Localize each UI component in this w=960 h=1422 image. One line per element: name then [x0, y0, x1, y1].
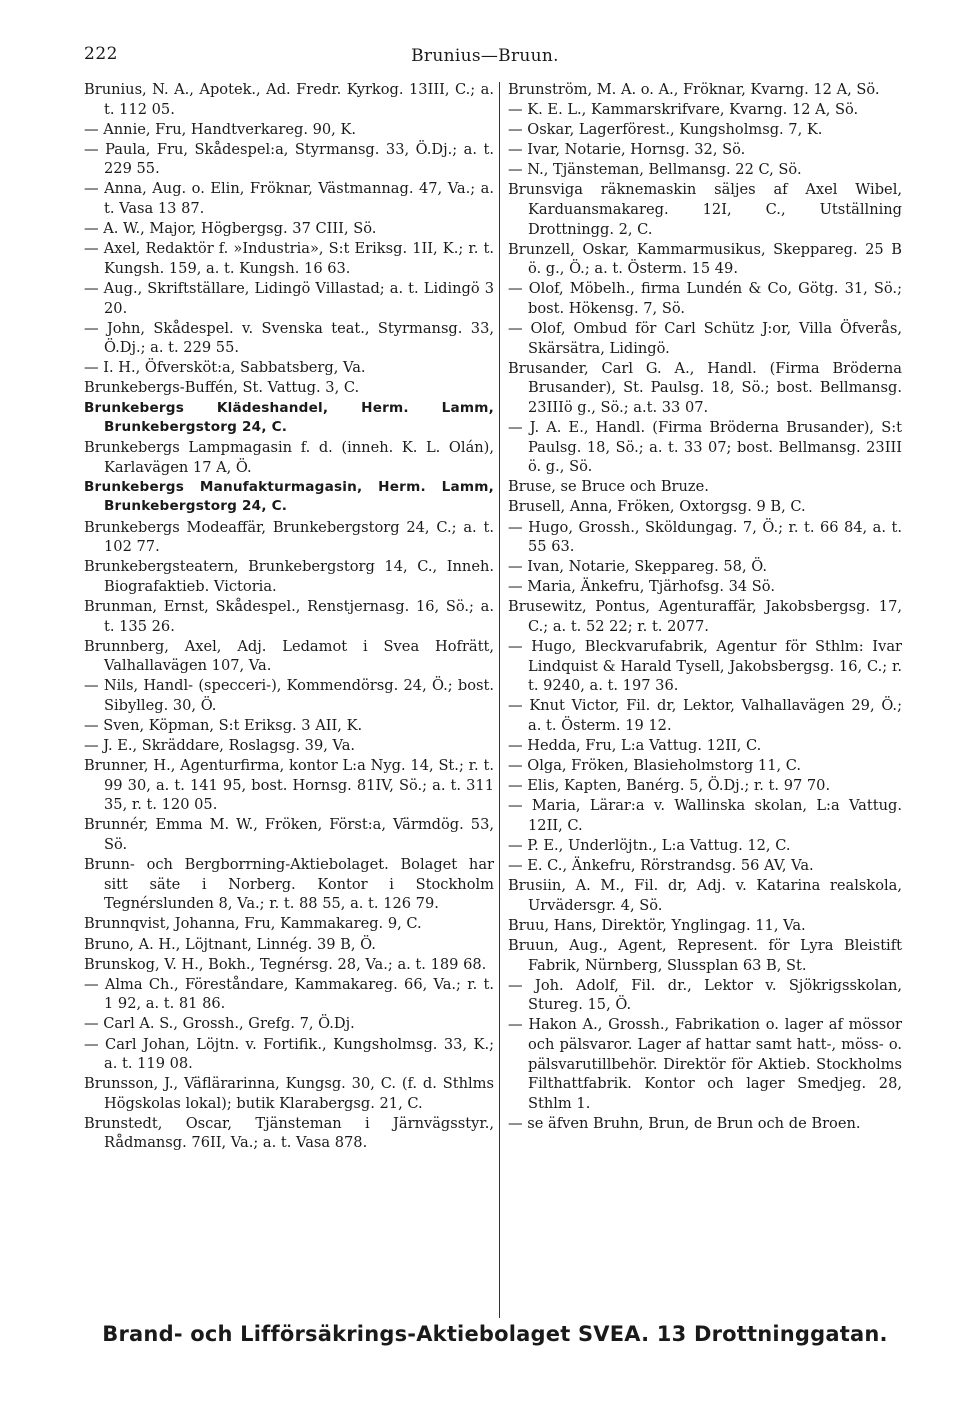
- directory-entry: — Olof, Ombud för Carl Schütz J:or, Villa Öfverås, Skärsätra, Lidingö.: [508, 320, 902, 357]
- directory-entry: Brunnqvist, Johanna, Fru, Kammakareg. 9, C.: [84, 915, 422, 933]
- directory-entry: Brunström, M. A. o. A., Fröknar, Kvarng. 12 A, Sö.: [508, 81, 880, 98]
- directory-entry: — se äfven Bruhn, Brun, de Brun och de Broen.: [508, 1114, 861, 1132]
- directory-entry: — N., Tjänsteman, Bellmansg. 22 C, Sö.: [508, 161, 802, 179]
- directory-entry: Brunsviga räknemaskin säljes af Axel Wibel, Karduansmakareg. 12I, C., Utställning Drottningg. 2, C.: [508, 181, 902, 238]
- directory-entry: — Aug., Skriftställare, Lidingö Villastad; a. t. Lidingö 3 20.: [84, 279, 494, 317]
- directory-entry: — I. H., Öfversköt:a, Sabbatsberg, Va.: [84, 359, 366, 377]
- directory-entry: — Maria, Lärar:a v. Wallinska skolan, L:a Vattug. 12II, C.: [508, 797, 902, 834]
- directory-entry: Brunkebergs Klädeshandel, Herm. Lamm, Brunkebergstorg 24, C.: [84, 399, 494, 436]
- page-number: 222: [84, 44, 118, 64]
- directory-entry: — Knut Victor, Fil. dr, Lektor, Valhallavägen 29, Ö.; a. t. Österm. 19 12.: [508, 697, 902, 734]
- footer-advertisement: Brand- och Lifförsäkrings-Aktiebolaget SVEA. 13 Drottninggatan.: [102, 1322, 888, 1346]
- directory-entry: Brunkebergs Manufakturmagasin, Herm. Lamm, Brunkebergstorg 24, C.: [84, 478, 494, 515]
- directory-entry: — J. A. E., Handl. (Firma Bröderna Brusander), S:t Paulsg. 18, Sö.; a. t. 33 07; bost. Bellmansg. 23III ö. g., Sö.: [508, 419, 902, 476]
- directory-entry: — A. W., Major, Högbergsg. 37 CIII, Sö.: [84, 220, 377, 238]
- directory-entry: — J. E., Skräddare, Roslagsg. 39, Va.: [84, 737, 356, 755]
- directory-entry: Brunzell, Oskar, Kammarmusikus, Skeppareg. 25 B ö. g., Ö.; a. t. Österm. 15 49.: [508, 240, 902, 278]
- directory-entry: Brusewitz, Pontus, Agenturaffär, Jakobsbergsg. 17, C.; a. t. 52 22; r. t. 2077.: [508, 598, 902, 636]
- directory-entry: Brunstedt, Oscar, Tjänsteman i Järnvägsstyr., Rådmansg. 76II, Va.; a. t. Vasa 878.: [84, 1114, 494, 1152]
- directory-entry: Brunkebergs Lampmagasin f. d. (inneh. K. L. Olán), Karlavägen 17 A, Ö.: [84, 439, 494, 476]
- directory-entry: Brunnberg, Axel, Adj. Ledamot i Svea Hofrätt, Valhallavägen 107, Va.: [84, 637, 494, 675]
- directory-entry: Bruse, se Bruce och Bruze.: [508, 478, 709, 496]
- directory-entry: Brunskog, V. H., Bokh., Tegnérsg. 28, Va.; a. t. 189 68.: [84, 955, 487, 973]
- directory-entry: Brunsson, J., Väflärarinna, Kungsg. 30, C. (f. d. Sthlms Högskolas lokal); butik Klarabergsg. 21, C.: [84, 1075, 494, 1112]
- directory-entry: — Annie, Fru, Handtverkareg. 90, K.: [84, 120, 356, 138]
- directory-entry: Brunman, Ernst, Skådespel., Renstjernasg. 16, Sö.; a. t. 135 26.: [84, 597, 494, 635]
- left-column: [84, 80, 494, 1154]
- directory-entry: Brusell, Anna, Fröken, Oxtorgsg. 9 B, C.: [508, 498, 806, 516]
- directory-entry: — Ivar, Notarie, Hornsg. 32, Sö.: [508, 141, 746, 159]
- directory-entry: — K. E. L., Kammarskrifvare, Kvarng. 12 A, Sö.: [508, 101, 859, 119]
- directory-entry: Brunnér, Emma M. W., Fröken, Först:a, Värmdög. 53, Sö.: [84, 816, 494, 854]
- directory-entry: Brunius, N. A., Apotek., Ad. Fredr. Kyrkog. 13III, C.; a. t. 112 05.: [84, 81, 494, 118]
- directory-entry: Brunkebergs-Buffén, St. Vattug. 3, C.: [84, 379, 360, 397]
- directory-entry: — Paula, Fru, Skådespel:a, Styrmansg. 33, Ö.Dj.; a. t. 229 55.: [84, 140, 494, 178]
- directory-entry: Brunkebergs Modeaffär, Brunkebergstorg 24, C.; a. t. 102 77.: [84, 518, 494, 556]
- running-head: Brunius—Bruun.: [411, 46, 559, 66]
- directory-entry: Bruno, A. H., Löjtnant, Linnég. 39 B, Ö.: [84, 935, 376, 953]
- directory-entry: — Joh. Adolf, Fil. dr., Lektor v. Sjökrigsskolan, Stureg. 15, Ö.: [508, 976, 902, 1014]
- directory-entry: Brunner, H., Agenturfirma, kontor L:a Nyg. 14, St.; r. t. 99 30, a. t. 141 95, bost. Hornsg. 81IV, Sö.; a. t. 311 35, r. t. 120 05.: [84, 757, 494, 814]
- directory-entry: — Axel, Redaktör f. »Industria», S:t Eriksg. 1II, K.; r. t. Kungsh. 159, a. t. Kungsh. 16 63.: [84, 240, 494, 277]
- directory-entry: — Hugo, Bleckvarufabrik, Agentur för Sthlm: Ivar Lindquist & Harald Tysell, Jakobsbergsg. 16, C.; r. t. 9240, a. t. 197 36.: [508, 638, 902, 695]
- directory-entry: Brunkebergsteatern, Brunkebergstorg 14, C., Inneh. Biografaktieb. Victoria.: [84, 558, 494, 595]
- directory-entry: Brusander, Carl G. A., Handl. (Firma Bröderna Brusander), St. Paulsg. 18, Sö.; bost. Bellmansg. 23IIIö g., Sö.; a.t. 33 07.: [508, 359, 902, 416]
- directory-entry: — P. E., Underlöjtn., L:a Vattug. 12, C.: [508, 837, 791, 855]
- directory-entry: — E. C., Änkefru, Rörstrandsg. 56 AV, Va.: [508, 857, 814, 875]
- directory-entry: — Alma Ch., Föreståndare, Kammakareg. 66, Va.; r. t. 1 92, a. t. 81 86.: [84, 975, 494, 1013]
- directory-entry: — Nils, Handl- (specceri-), Kommendörsg. 24, Ö.; bost. Sibylleg. 30, Ö.: [84, 677, 494, 714]
- directory-entry: Brusiin, A. M., Fil. dr, Adj. v. Katarina realskola, Urvädersgr. 4, Sö.: [508, 877, 902, 914]
- directory-entry: — Elis, Kapten, Banérg. 5, Ö.Dj.; r. t. 97 70.: [508, 777, 831, 795]
- directory-entry: — Carl A. S., Grossh., Grefg. 7, Ö.Dj.: [84, 1015, 355, 1033]
- column-divider: [499, 82, 500, 1318]
- directory-entry: — Olof, Möbelh., firma Lundén & Co, Götg. 31, Sö.; bost. Hökensg. 7, Sö.: [508, 280, 902, 318]
- directory-entry: — Hedda, Fru, L:a Vattug. 12II, C.: [508, 737, 762, 755]
- directory-entry: — Sven, Köpman, S:t Eriksg. 3 AII, K.: [84, 717, 363, 734]
- right-column: [508, 80, 902, 1134]
- directory-entry: — Olga, Fröken, Blasieholmstorg 11, C.: [508, 757, 802, 775]
- directory-entry: — Oskar, Lagerförest., Kungsholmsg. 7, K.: [508, 121, 823, 139]
- directory-entry: — John, Skådespel. v. Svenska teat., Styrmansg. 33, Ö.Dj.; a. t. 229 55.: [84, 319, 494, 357]
- directory-entry: — Maria, Änkefru, Tjärhofsg. 34 Sö.: [508, 578, 775, 596]
- directory-entry: Bruun, Aug., Agent, Represent. för Lyra Bleistift Fabrik, Nürnberg, Slussplan 63 B, St.: [508, 937, 902, 974]
- directory-entry: Brunn- och Bergborrning-Aktiebolaget. Bolaget har sitt säte i Norberg. Kontor i Stockholm Tegnérslunden 8, Va.; r. t. 88 55, a. t. 126 79.: [84, 856, 494, 913]
- directory-entry: — Hugo, Grossh., Sköldungag. 7, Ö.; r. t. 66 84, a. t. 55 63.: [508, 518, 902, 556]
- directory-entry: — Carl Johan, Löjtn. v. Fortifik., Kungsholmsg. 33, K.; a. t. 119 08.: [84, 1035, 494, 1073]
- directory-entry: — Anna, Aug. o. Elin, Fröknar, Västmannag. 47, Va.; a. t. Vasa 13 87.: [84, 180, 494, 218]
- directory-entry: — Hakon A., Grossh., Fabrikation o. lager af mössor och pälsvaror. Lager af hattar samt hatt-, möss- o. pälsvarutillbehör. Direktör för Aktieb. Stockholms Filthattfabrik. Kontor och lager Smedjeg. 28, Sthlm 1.: [508, 1016, 902, 1112]
- directory-entry: Bruu, Hans, Direktör, Ynglingag. 11, Va.: [508, 916, 806, 934]
- directory-entry: — Ivan, Notarie, Skeppareg. 58, Ö.: [508, 558, 767, 576]
